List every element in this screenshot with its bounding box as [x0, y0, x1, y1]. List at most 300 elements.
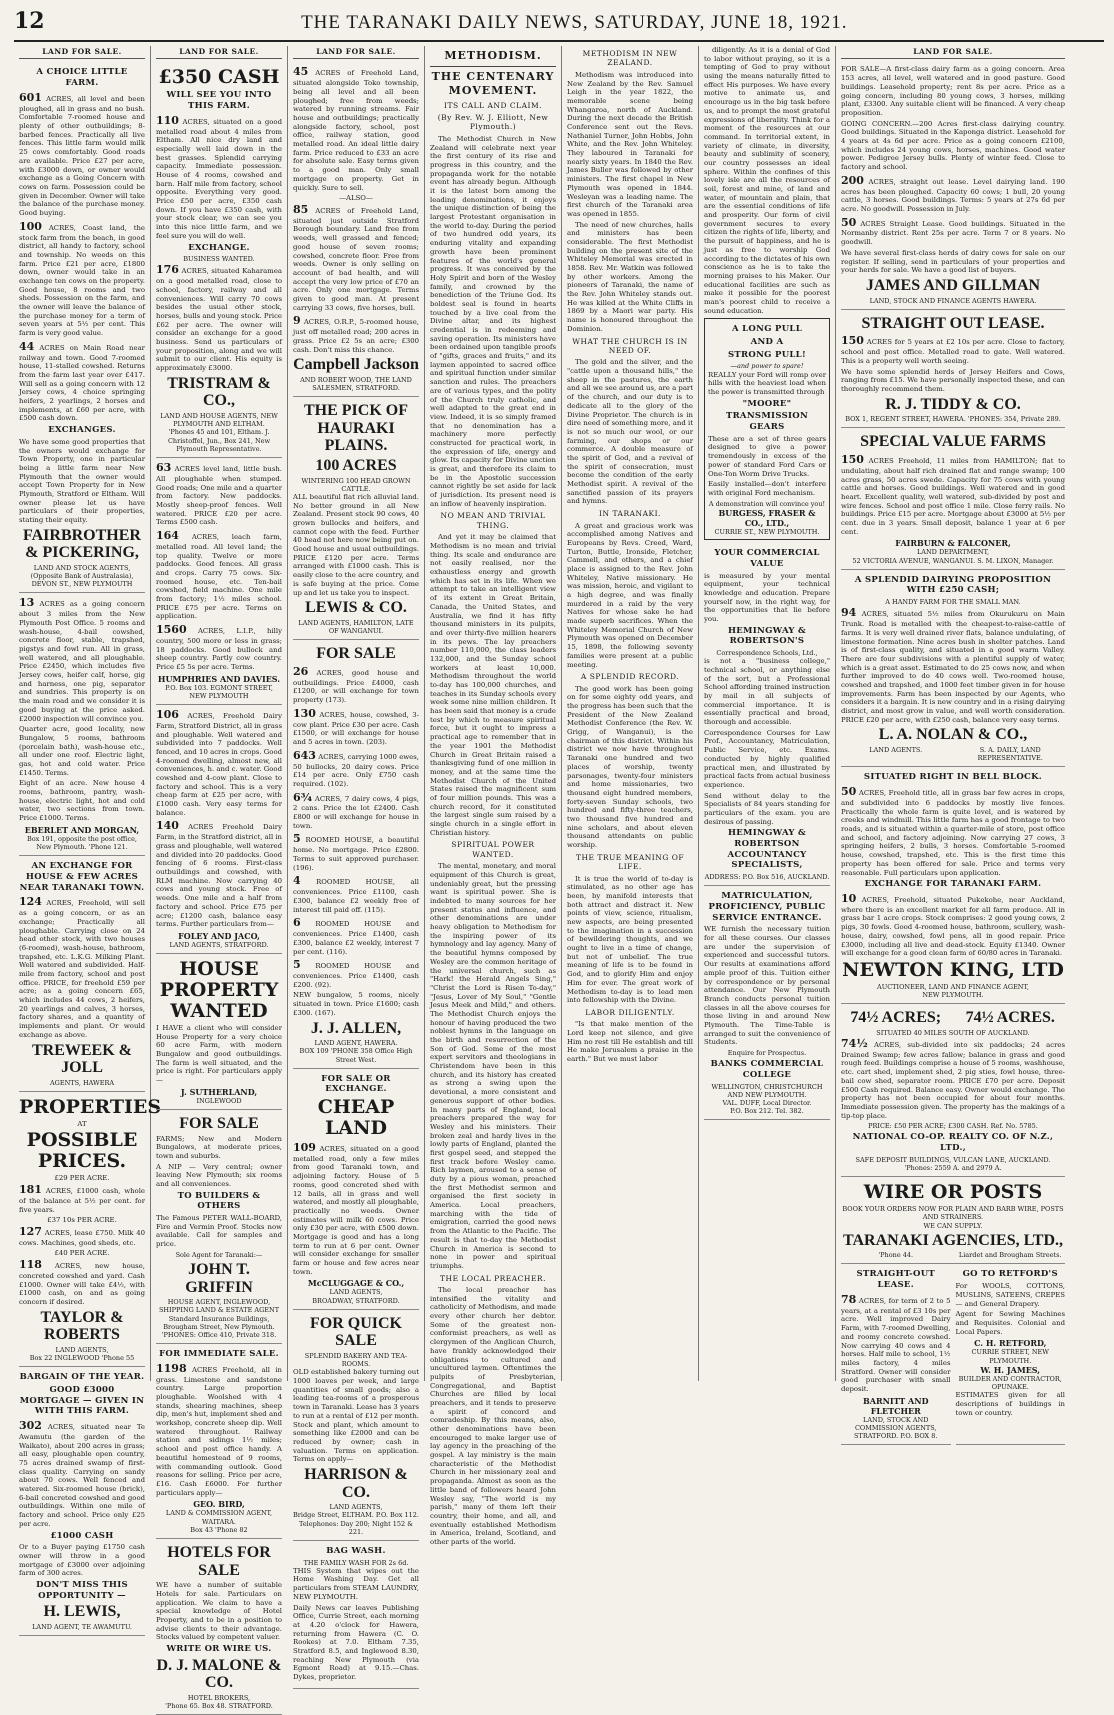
handy-heading: A HANDY FARM FOR THE SMALL MAN. — [885, 598, 1021, 607]
firm-address: ADDRESS: P.O. Box 516, AUCKLAND. — [704, 873, 830, 882]
ad-text: Daily News car leaves Publishing Office, Currie Street, each morning at 4.20 o'clock for Hawera, returning from Hawera (C. O. Rookes) at 7.0. Eltham 7.35, Stratford 8.5, and Inglewood 8.30, reaching New Plymouth (via Egmont Road) at 9.15.—Chas. Dykes, proprietor. — [293, 1603, 419, 1682]
ad-text: FOR SALE—A first-class dairy farm as a going concern. Area 153 acres, all level, well watered and in good pasture. Good buildings. Leasehold property; rent 8s per acre. Price as a going concern, including 80 young cows, 3 horses, milking plant, £3300. Any suitable client will be financed. A very cheap proposition. — [841, 65, 1065, 117]
firm-name: McCLUGGAGE & CO., — [307, 1278, 405, 1289]
acreage: 643 — [293, 748, 316, 762]
acreage: 100 — [19, 219, 42, 233]
ad-text: ACRES for 5 years at £2 10s per acre. Close to factory, school and post office. Metalled road to gate. Well watered. This is a property well worth seeing. — [841, 338, 1065, 365]
firm-name: NEWTON KING, LTD — [842, 958, 1064, 981]
firm-address: STRATFORD. P.O. BOX 8. — [854, 1432, 938, 1441]
wintering: WINTERING 100 HEAD GROWN CATTLE. — [301, 476, 411, 493]
firm-name: JOHN T. GRIFFIN — [185, 1260, 253, 1296]
acreage: 50 — [841, 215, 857, 229]
ad-text: ACRES Freehold, all in grass. Limestone and sandstone country. Large proportion ploughable. Woolshed with 4 stands, shearing machines, sheep dip, men's hut, implement shed and workshop, concrete sheep dip. Well watered throughout. Railway station and sidings 1½ miles; school and post office handy. A beautiful homestead of 9 rooms, with commanding outlook. Good reasons for selling. Price per acre, £16. Cash £6000. For further particulars apply— — [156, 1365, 282, 1497]
ad-text: OLD established bakery turning out 1000 loaves per week, and large quantities of small goods; also a leading tea-rooms of a prosperous town in Taranaki. Lease has 3 years to run at a rental of £12 per month. Stock and plant, which amount to something like £2000 and can be reduced by owner; cash in valuation. Terms on application. Terms on apply— — [293, 1368, 419, 1464]
immediate-heading: FOR IMMEDIATE SALE. — [159, 1349, 279, 1360]
firm-phone: 'Phone 44. — [878, 1251, 914, 1260]
quick-heading: FOR QUICK SALE — [310, 1314, 402, 1350]
pull-line: STRONG PULL! — [727, 349, 806, 360]
firm-name: Campbell Jackson — [293, 356, 419, 374]
column-6 — [699, 46, 836, 1381]
firm-sub: LAND AGENT, TE AWAMUTU. — [32, 1622, 132, 1631]
firm-name: BURGESS, FRASER & CO., LTD., — [718, 507, 816, 528]
ad-humphries — [156, 458, 282, 705]
firm-name: GEO. BIRD, — [193, 1499, 245, 1510]
ad-text: ACRES, good house and outbuildings. Price £4000, cash £1200, or will exchange for town property (173). — [293, 668, 419, 705]
also-label: —ALSO— — [339, 194, 373, 203]
article-paragraph: Methodism was introduced into New Zealand by the Rev. Samuel Leigh in the year 1822, the memorable scene being Whangaroa, north of Auckland. During the next decade the British Conference sent out the Revs. Nathaniel Turner, John Hobbs, John White, and the Rev. John Whiteley. They laboured in Taranaki for nearly sixty years. In 1840 the Rev. James Buller was followed by other ministers. The first chapel in New Plymouth was opened in 1844. Wesleyan was a leading name. The first church of the Taranaki area was opened in 1855. — [567, 70, 693, 218]
firm-name: BANKS COMMERCIAL COLLEGE — [710, 1059, 824, 1080]
house-heading: HOUSE PROPERTY WANTED — [159, 958, 279, 1022]
firm-address: Standard Insurance Buildings, Brougham Street, New Plymouth. 'PHONES: Office 410, Private 318. — [161, 1314, 277, 1339]
acreage: 176 — [156, 263, 179, 277]
article-subheading: LABOR DILIGENTLY. — [585, 1007, 675, 1017]
masthead — [14, 8, 1104, 42]
wash-heading: BAG WASH. — [326, 1545, 386, 1556]
opportunity: DON'T MISS THIS OPPORTUNITY — — [36, 1579, 128, 1601]
firm-sub: WELLINGTON, CHRISTCHURCH AND NEW PLYMOUTH. — [711, 1082, 823, 1099]
firm-name: HARRISON & CO. — [304, 1465, 408, 1501]
firm-sub: LAND & COMMISSION AGENT, WAITARA. — [165, 1509, 273, 1526]
firm-name: L. A. NOLAN & CO., — [878, 726, 1028, 744]
column-5-article — [562, 46, 699, 1381]
firm-sub: LAND AND HOUSE AGENTS, NEW PLYMOUTH AND ELTHAM. — [160, 412, 278, 429]
bargain-sub: GOOD £3000 MORTGAGE — GIVEN IN WITH THIS FARM. — [19, 1384, 145, 1417]
ad-text: We have some splendid herds of Jersey Heifers and Cows, ranging from £15. We have personally inspected these, and can thoroughly recommend them. — [841, 367, 1065, 393]
ad-text: Send without delay to the Specialists of 84 years standing for particulars of the exam. you are desirous of passing. — [704, 791, 830, 826]
column-header: LAND FOR SALE. — [293, 46, 419, 59]
firm-name: D. J. MALONE & CO. — [156, 1656, 282, 1692]
firm-address: Bridge Street, ELTHAM. P.O. Box 112. Telephones: Day 200; Night 152 & 221. — [293, 1511, 419, 1536]
firm-address: P.O. Box 103. EGMONT STREET, NEW PLYMOUTH — [165, 683, 273, 700]
acreage: 118 — [19, 1258, 42, 1272]
acreage: 110 — [156, 113, 179, 127]
ad-title: A CHOICE LITTLE FARM. — [36, 67, 128, 89]
pull-line: AND A — [750, 337, 784, 348]
acreage: 74½ — [841, 1036, 868, 1050]
firm-name: HEMINGWAY & ROBERTSON'S — [727, 625, 807, 647]
cash-sub: WILL SEE YOU INTO THIS FARM. — [166, 90, 272, 112]
properties-heading: PROPERTIES — [19, 1095, 162, 1118]
ad-text: ESTIMATES given for all descriptions of buildings in town or country. — [955, 1391, 1065, 1417]
ad-text: ROOMED HOUSE, all conveniences. Price £1100, cash £300, balance £2 weekly free of interest till paid off. (115). — [293, 878, 419, 914]
firm-address: CURRIE ST., NEW PLYMOUTH. — [714, 527, 820, 536]
article-paragraph: And yet it may be claimed that Methodism is no mean and trivial thing. Its scale and endurance are not easily realised, nor the exhaustless energy and growth which has set in its life. When we attempt to take an intelligent view of its extent in Great Britain, Canada, the United States, and Australia, we find it has fifty thousand ministers in its pulpits, and over thirty-five million hearers in its pews. The lay preachers number 110,000, the class leaders 132,000, and the Sunday school workers at least 10,000. Methodism throughout the world to-day has 100,000 churches, and teaches in its Sunday schools every week some nine million children. It has been said that money is a crude test by which to measure spiritual force, but it ought to impress a practical age to remember that in the year 1901 the Methodist Church in Great Britain raised a thanksgiving fund of one million in money, and at the same time the Methodist Church of the United States raised the magnificent sum of four million pounds. This was a church record, for it constituted the largest single sum raised by a single church in a single effort in Christian history. — [430, 533, 556, 837]
ad-text: ACRES on Main Road near railway and town. Good 7-roomed house, 11-stalled cowshed. Returns from the farm last year over £417. Will sell as a going concern with 12 Jersey cows, 4 choice springing heifers, 2 yearlings, 2 horses and implements, at £60 per acre, with £500 cash down. — [19, 343, 145, 423]
price-line: PRICE: £50 PER ACRE; £300 CASH. Ref. No. 5785. — [868, 1122, 1038, 1131]
moore-heading: "MOORE" — [742, 398, 792, 409]
ad-text: ACRES Freehold Dairy Farm, in the Stratford district, all in grass and ploughable, well watered and divided into 20 paddocks. Good fencing of 6 rooms. First-class outbuildings and cowshed, with RLM machine. Now carrying 40 cows and young stock. Free of weeds. One mile and a half from factory and school. Price £75 per acre; £1200 cash, balance easy terms. Further particulars from— — [156, 823, 282, 929]
firm-name: R. J. TIDDY & CO. — [885, 395, 1021, 413]
ad-text: We have several first-class herds of dairy cows for sale on our register. If selling, send in particulars of your properties and your herds for sale. We have a good list of buyers. — [841, 248, 1065, 275]
firm-name: FAIRBROTHER & PICKERING, — [23, 526, 141, 562]
firm-address: BOX 1, REGENT STREET, HAWERA. 'PHONES: 354, Private 289. — [845, 415, 1061, 424]
ad-bag-wash — [293, 1541, 419, 1689]
ad-text: WE furnish the necessary tuition for all these courses. Our classes are under the supervision of experienced and successful tutors. Our results at examinations afford ample proof of this. Tuition either by correspondence or by personal attendance. Our New Plymouth Branch conducts personal tuition classes in all the above courses for those living in and around New Plymouth. The Time-Table is arranged to suit the convenience of Students. — [704, 925, 830, 1047]
exchange-heading: FOR SALE OR EXCHANGE. — [321, 1073, 391, 1095]
firm-name: H. LEWIS, — [43, 1603, 121, 1621]
cash-heading: £350 CASH — [158, 66, 280, 89]
ad-text: NEW bungalow, 5 rooms, nicely situated in town. Price £1600; cash £300. (167). — [293, 991, 419, 1017]
cheap-heading: CHEAP LAND — [317, 1096, 395, 1139]
firm-address: CURRIE STREET, NEW PLYMOUTH. — [971, 1348, 1049, 1365]
firm-address: 'Phone 65. Box 48. STRATFORD. — [165, 1702, 273, 1711]
article-paragraph: It is true the world of to-day is stimulated, as no other age has been, by manifold interests that both attract and distract it. New points of view, science, ritualism, new aspects, are being presented to the imagination in a succession of bewildering thoughts, and we ought to live in a time of change, but not of unbelief. The true meaning of life is to be found in God, and to glorify Him and enjoy Him for ever. The great work of Methodism to-day is to lead men into fellowship with the Divine. — [567, 874, 693, 1005]
acreage: 10 — [841, 891, 857, 905]
value-heading: YOUR COMMERCIAL VALUE — [714, 548, 820, 569]
quick-sub: SPLENDID BAKERY AND TEA-ROOMS. — [304, 1352, 408, 1369]
ad-nolan — [841, 570, 1065, 768]
firm-sub: LAND AGENTS, — [329, 1503, 383, 1512]
ad-text: ROOMED HOUSE, a beautiful home. No mortgage. Price £2800. Terms to suit approved purchaser. (196). — [293, 836, 419, 872]
acreage: 200 — [841, 173, 864, 187]
firm-name: FAIRBURN & FALCONER, — [895, 538, 1011, 549]
firm-address: (Opposite Bank of Australasia), DEVON ST., NEW PLYMOUTH — [30, 572, 134, 589]
acreage: 181 — [19, 1182, 42, 1196]
acreage: 140 — [156, 819, 179, 833]
ad-text: Eight of an acre. New house 4 rooms, bathroom, pantry, wash-house, electric light, hot and cold water, two sections from town. Price £1000. Terms. — [19, 779, 145, 823]
cash-heading: £1000 CASH — [50, 1530, 114, 1541]
ad-banks — [704, 886, 830, 1120]
enquire: Enquire for Prospectus. — [727, 1049, 807, 1058]
ad-retford — [956, 1264, 1066, 1445]
ad-text: ACRES, Freehold, situated Pukekohe, near Auckland, where there is an excellent market for all farm produce. All in grass bar 1 acre crops. Stock comprises: 2 good young cows, 2 pigs, 30 fowls. Good 4-roomed house, bathroom, scullery, wash-house, dairy, cowshed, fowl pens, all in good repair. Price £3000, including all live and dead-stock. Equity £1340. Owner will exchange for a good clean farm of 60/80 acres in Taranaki. — [841, 895, 1066, 958]
firm-sub: LAND AGENT, HAWERA. — [314, 1039, 398, 1048]
acreage: 9 — [293, 314, 301, 328]
ad-text: FARMS; New and Modern Bungalows, at moderate prices, town and suburbs. — [156, 1134, 282, 1160]
ad-text: ACRES, Coast land, the stock farm from the beach, in good district, all handy to factory, school and township. No weeds on this farm. Price £21 per acre, £1800 down, owner would take in an exchange ten cows on the property. Good house, 8 rooms and two sheds. Possession on the farm, and the owner will leave the balance of the purchase money for a term of seven years at 5½ per cent. This farm is very good value. — [19, 223, 145, 338]
article-subheading: WHAT THE CHURCH IS IN NEED OF. — [572, 336, 688, 355]
ad-text: Correspondence Courses for Law Prof., Accountancy, Matriculation, Public Service, etc. Exams. conducted by highly qualified practical men, and illustrated by practical facts from actual business experience. — [704, 728, 830, 789]
ad-newton-king — [841, 767, 1065, 1004]
ad-text: ACRES, Freehold Dairy Farm, Stratford District, all in grass and ploughable. Well watered and subdivided into 7 paddocks. Well fenced, and 10 acres in crops. Good 4-roomed dwelling, almost new, all conveniences, h. and c. water. Good cowshed and 4-cow plant. Close to factory and school. This is a very cheap farm at £25 per acre, with £1000 cash. Very easy terms for balance. — [156, 712, 282, 817]
column-header: LAND FOR SALE. — [841, 46, 1065, 59]
ad-moore-gears — [704, 318, 830, 540]
ad-text: These are a set of three gears designed to give a power tremendously in excess of the power of standard Ford Cars or One-Ton Worm Drive Trucks. — [708, 434, 826, 478]
acreage: 150 — [841, 334, 864, 348]
firm-name: JAMES AND GILLMAN — [865, 276, 1041, 294]
ad-text: ACRES, situated near Te Awamutu (the garden of the Waikato), about 200 acres in grass; all easy, ploughable open country, 75 acres drained swamp of first-class quality. Carrying on sandy about 70 cows. Well fenced and watered. Six-roomed house (brick), 6-bail concreted cowshed and good outbuildings. Within one mile of factory and school. Price only £25 per acre. — [19, 1423, 145, 1528]
article-subheading: THE LOCAL PREACHER. — [440, 1273, 546, 1283]
firm-name: TARANAKI AGENCIES, LTD., — [842, 1231, 1064, 1249]
firm-name: W. H. JAMES, — [980, 1364, 1041, 1375]
firm-sub: HOUSE AGENT, INGLEWOOD, SHIPPING LAND & ESTATE AGENT — [158, 1298, 280, 1315]
firm-address: BROADWAY, STRATFORD. — [312, 1296, 400, 1305]
firm-sub: BUILDER AND CONTRACTOR, OPUNAKE. — [958, 1374, 1062, 1392]
ad-text: ACRES, Freehold title, all in grass bar few acres in crops, and subdivided into 6 paddocks by mostly live fences. Practically the whole farm is quite level, and is watered by creeks and windmill. This little farm has a good frontage to two roads, and is situated within a quarter-mile of store, post office and school, and factory adjoining. Now carrying 27 cows, 3 springing heifers, 2 bulls, 3 horses. Comfortable 5-roomed house, cowshed, trapshed, etc. This is the first time this property has been offered for sale. Price and terms very reasonable. Full particulars upon application. — [841, 789, 1065, 877]
ad-text: REALLY your Ford will romp over hills with the heaviest load when the power is transmitted through — [708, 370, 826, 396]
retford-heading: GO TO RETFORD'S — [962, 1269, 1058, 1280]
article-subtitle: THE CENTENARY MOVEMENT. — [431, 69, 555, 97]
ad-text: I HAVE a client who will consider House Property for a very choice 60 acre Farm, with modern Bungalow and good outbuildings. The farm is well situated, and the price is right. For particulars apply— — [156, 1023, 282, 1084]
ad-text: ACRES, 7 dairy cows, 4 pigs, 2 cans. Price the lot £2400. Cash £800 or will exchange for house in town. — [293, 794, 419, 830]
special-heading: SPECIAL VALUE FARMS — [860, 433, 1046, 451]
ad-text: ACRES, situated on a good metalled road, only a few miles from good Taranaki town, and adjoining factory. House of 5 rooms, good concreted shed with 12 bails, all in grass and well watered, and mostly all ploughable, practically no weeds. Owner estimates will milk 60 cows. Price only £30 per acre, with £500 down. Mortgage is good and has a long term to run at 6 per cent. Owner will consider exchange for smaller farm or house and few acres near town. — [293, 1144, 419, 1276]
article-paragraph: diligently. As it is a denial of God to labor without praying, so it is a tempting of God to pray without using the means naturally fitted to effect His purposes. We have every motive to animate us, and encourage us in the big task before us, and to prompt the most grateful expressions of liberality. Think for a moment of the resources at our command. In territorial extent, in variety of climate, in diversity, beauty and sublimity of scenery, our country possesses an ideal sphere. Within the confines of this lovely isle are all the resources of soil, forest and mine, of land and water, of mountain and plain, that are the essential conditions of life and prosperity. Our form of civil government secures to every citizen the rights of life, liberty, and the pursuit of happiness, and he is just as free to worship God according to the dictates of his own conscience as he is to take the morning praises to his Maker. Our educational facilities are such as make it possible for the poorest man's poorest child to receive a sound education. — [704, 46, 830, 315]
matric-heading: MATRICULATION, PROFICIENCY, PUBLIC SERVICE ENTRANCE. — [708, 891, 826, 923]
acreage: 1198 — [156, 1361, 187, 1375]
forsale-heading: FOR SALE — [179, 1114, 259, 1132]
firm-address: Liardet and Brougham Streets. — [958, 1251, 1062, 1260]
acreage: 124 — [19, 895, 42, 909]
straight2-heading: STRAIGHT-OUT LEASE. — [856, 1269, 936, 1291]
bargain-heading: BARGAIN OF THE YEAR. — [19, 1372, 145, 1383]
exchange-sub: BUSINESS WANTED. — [183, 255, 255, 264]
acres-heading-right: 74½ ACRES. — [965, 1009, 1055, 1027]
ad-bird — [156, 1344, 282, 1539]
agent-line: Sole Agent for Taranaki:— — [175, 1250, 263, 1259]
acres-sub: SITUATED 40 MILES SOUTH OF AUCKLAND. — [876, 1028, 1030, 1037]
firm-address: S. A. DAILY, LAND REPRESENTATIVE. — [977, 746, 1043, 763]
exchanges-heading: EXCHANGES. — [48, 425, 116, 436]
ad-350-cash — [156, 62, 282, 458]
acreage: 13 — [19, 596, 35, 610]
dairying-heading: A SPLENDID DAIRYING PROPOSITION WITH £250 CASH; — [854, 574, 1052, 596]
firm-sub: AUCTIONEER, LAND AND FINANCE AGENT, — [877, 982, 1029, 991]
article-paragraph: The need of new churches, halls and ministers has been considerable. The first Methodist building on the present site of the Whiteley Memorial was erected in 1858. Rev. Mr. Watkin was followed by other workers. Among the pioneers of Taranaki, the name of the Rev. John Whiteley stands out. He was killed at the White Cliffs in 1869 by a Maori war party. His name is honoured throughout the Dominion. — [567, 220, 693, 333]
ad-text: is not a "business college," technical school, or anything else of the sort, but a Professional School affording trained instruction by mail in all subjects of commercial importance. It is essentially practical and broad, thorough and accessible. — [704, 657, 830, 727]
ad-exchange-house — [19, 856, 145, 1092]
firm-sub: LAND DEPARTMENT, — [916, 548, 990, 557]
ad-eberlet — [19, 593, 145, 856]
acreage: 150 — [841, 452, 864, 466]
article-subheading: NO MEAN AND TRIVIAL THING. — [440, 511, 546, 530]
firm-name: J. J. ALLEN, — [310, 1019, 402, 1037]
firm-sub: LAND, STOCK AND FINANCE AGENTS HAWERA. — [869, 296, 1037, 305]
hotels-heading: HOTELS FOR SALE — [167, 1543, 271, 1579]
acreage: 50 — [841, 785, 857, 799]
forsale-heading: FOR SALE — [316, 645, 396, 663]
ad-text: The Famous PETER WALL-BOARD, Fire and Vermin Proof. Stocks now available. Call for samples and price. — [156, 1214, 282, 1249]
firm-name: C. H. RETFORD, — [974, 1338, 1047, 1349]
acreage: 63 — [156, 460, 172, 474]
exchange-heading: EXCHANGE FOR TARANAKI FARM. — [864, 879, 1042, 890]
ad-text: ACRES, carrying 1000 ewes, 50 bullocks, 20 dairy cows. Price £14 per acre. Only £750 cash required. (102). — [293, 752, 419, 788]
ad-barnitt — [841, 1264, 951, 1445]
ad-hemingway — [704, 543, 830, 886]
bell-heading: SITUATED RIGHT IN BELL BLOCK. — [863, 772, 1043, 783]
rooms: 5 — [293, 832, 301, 846]
article-paragraph: The good work has been going on for some eighty odd years, and the progress has been such that the President of the New Zealand Methodist Conference (the Rev. W. Grigg, of Wanganui), is the chairman of this district. Within his district we now have throughout Taranaki one hundred and two places of worship, twenty parsonages, twenty-four ministers and home missionaries, two thousand eight hundred members, forty-seven Sunday schools, two hundred and fifty-three teachers, two thousand five hundred and nine scholars, and about eleven thousand attendants on public worship. — [567, 684, 693, 849]
firm-sub: LAND AGENTS, HAMILTON, LATE OF WANGANUI. — [298, 618, 414, 636]
firm-address: 'Phones 45 and 101, Eltham. J. Christoffel, Jun., Box 241, New Plymouth Representative. — [167, 428, 271, 453]
exchange-heading: EXCHANGE. — [188, 242, 250, 253]
ad-text: ACRES of Freehold Land, situated just outside Stratford Borough boundary. Land free from weeds, well grassed and fenced; good house of seven rooms; cowshed, concrete floor. Free from weeds. Owner is only selling on account of bad health, and will accept the very low price of £70 an acre. Only one mortgage. Terms given to good man. At present carrying 33 cows, five horses, bull. — [293, 206, 419, 312]
acres-heading: 100 ACRES — [315, 457, 397, 475]
article-sub2: ITS CALL AND CLAIM. — [443, 100, 543, 110]
columns — [14, 46, 1104, 1711]
ad-text: GOING CONCERN.—200 Acres first-class dairying country. Good buildings. Situated in the Kaponga district. Leasehold for 4 years at 4s 6d per acre. Price as a going concern £2100, which includes 24 young cows, horses, machines. Good water power. Pedigree Jersey bulls. Plenty of winter feed. Close to factory and school. — [841, 119, 1065, 171]
wash-sub: THE FAMILY WASH FOR 2s 6d. — [303, 1558, 409, 1567]
article-subheading: METHODISM IN NEW ZEALAND. — [582, 49, 678, 68]
article-subheading: A SPLENDID RECORD. — [580, 672, 680, 682]
acreage: 106 — [156, 708, 179, 722]
acreage: 127 — [19, 1224, 42, 1238]
exchanges-text: We have some good properties that the owners would exchange for Town Property, one in particular being a little farm near New Plymouth that the owner would accept Town Property for in New Plymouth, Stratford or Eltham. Will owner please let us have particulars of their properties, stating their equity. — [19, 437, 145, 524]
column-header: LAND FOR SALE. — [19, 46, 145, 59]
ad-text: ACRES, situated 5½ miles from Okurukuru on Main Trunk. Road is metalled with the cheapest-to-raise-cattle of farms. It is very well drained river flats, balance undulating, of limestone formation. Nine acres bush in shelter patches. Land is of first-class quality, and situated in a good warm Valley. There are four subdivisions with a plentiful supply of water, which is a great asset. Estimated to do 25 cows now, and when further improved to do 40 cows well. Two-roomed house, cowshed and trapshed, and 1000 feet timber given in for house improvements. Farm has been inspected by our Agents, who considers it a bargain. It is new country and in a rising dairying district, and most grow in value, and well worth consideration. PRICE £20 per acre, with £250 cash, balance very easy terms. — [841, 610, 1065, 724]
ad-text: ACRES, leach farm, metalled road. All level land; the top quality. Twelve or more paddocks. Good fences. All grass and crops. Carry 75 cows. Six-roomed house, etc. Ten-bail cowshed, field machine. One mile from factory; 1½ miles school. PRICE £75 per acre. Terms on application. — [156, 532, 282, 621]
firm-name: HUMPHRIES AND DAVIES. — [157, 673, 281, 684]
firm-sub: LAND AND STOCK AGENTS, — [33, 563, 131, 572]
acreage: 164 — [156, 528, 179, 542]
ad-griffin — [156, 1110, 282, 1344]
firm-name: J. SUTHERLAND, — [180, 1086, 258, 1097]
firm-sub: HOTEL BROKERS, — [187, 1693, 251, 1702]
ad-text: ROOMED HOUSE and conveniences. Price £1400, cash £300, balance £2 weekly, interest 7 per cent. (116). — [293, 920, 419, 956]
builders-heading: TO BUILDERS & OTHERS — [177, 1190, 261, 1212]
straight-heading: STRAIGHT OUT LEASE. — [861, 314, 1045, 332]
wire-heading: WIRE OR POSTS — [863, 1181, 1043, 1204]
pull-line: —and power to spare! — [730, 362, 804, 371]
ad-text: ACRES, lease £750. Milk 40 cows. Machines, good sheds, etc. — [19, 1228, 145, 1247]
acreage: 601 — [19, 90, 42, 104]
ad-text: Agent for Sewing Machines and Requisites. Colonial and Local Papers. — [955, 1310, 1065, 1336]
acreage: 85 — [293, 202, 309, 216]
write-wire: WRITE OR WIRE US. — [166, 1643, 272, 1654]
firm-address: Box 191, opposite the post office, New Plymouth. 'Phone 121. — [26, 834, 137, 852]
possible-prices-heading: POSSIBLE PRICES. — [26, 1129, 138, 1173]
newspaper-title: THE TARANAKI DAILY NEWS, SATURDAY, JUNE 18, 1921. — [301, 12, 848, 33]
ad-text: ACRES, £1000 cash, whole of the balance at 5½ per cent. for five years. — [19, 1186, 145, 1214]
firm-sub: INGLEWOOD — [196, 1096, 242, 1105]
ad-text: ACRES, straight out lease. Level dairying land. 190 acres has been ploughed. Capacity 60 cows; 1 bull, 20 young cattle, 3 horses. Good buildings. Terms: 5 years at 27s 6d per acre. No goodwill. Possession in July. — [841, 177, 1065, 213]
price-line: £40 PER ACRE. — [54, 1249, 110, 1258]
acreage: 302 — [19, 1419, 42, 1433]
firm-sub: Correspondence Schools, Ltd., — [716, 649, 818, 658]
firm-name: TRISTRAM & CO., — [167, 374, 271, 410]
wire-sub: BOOK YOUR ORDERS NOW FOR PLAIN AND BARB WIRE, POSTS AND STRAINERS. — [842, 1205, 1064, 1222]
firm-address: Box 43 'Phone 82 — [190, 1525, 248, 1534]
firm-sub: LAND AGENTS, — [329, 1288, 383, 1297]
firm-phone: 'Phones: 2559 A. and 2979 A. — [904, 1164, 1002, 1173]
column-2 — [151, 46, 288, 1711]
firm-name: NATIONAL CO-OP. REALTY CO. OF N.Z., LTD., — [852, 1132, 1054, 1154]
column-1 — [14, 46, 162, 1631]
article-paragraph: The Methodist Church in New Zealand will celebrate next year the first century of its rise and progress in this country, and the propaganda work for the notable event has already begun. Although it is the latest born among the leading denominations, it enjoys the unique distinction of being the largest Protestant organisation in the world to-day. During the period of two hundred odd years, its enduring vitality and expanding growth have been prominent features of the world's general progress. It was conceived by the Holy Spirit and born of the Wesley family, and crowned by the benediction of the Triune God. Its boldest seal is found in hearts touched by a live coal from the Divine altar, and its highest credential is in redeeming and saving operation. Its ministers have been ordained upon tangible proofs of "gifts, graces and fruits," and its laymen appointed to sacred office and spiritual function under similar sanction and rules. The preachers are of various types, and the polity of the Church truly catholic, and well adapted to the great end in view. Indeed, it is so simply framed that no denomination has a machinery more perfectly constructed for practical work, in the expression of life, energy and glow. Its capacity for Divine unction is great, and therefore its claim to be in the Apostolic succession cannot rightly be set aside for lack of jurisdiction. Its present need is an inflow of heavenly inspiration. — [430, 134, 556, 508]
ad-text: ALL beautiful flat rich alluvial land. No better ground in all New Zealand. Present stock 90 cows, 40 grown bullocks and heifers, and cannot cope with the feed. Further 40 head not here now being put on. Good house and usual outbuildings. PRICE £120 per acre. Terms arranged with £1000 cash. This is easily close to the acre country, and is safe buying at the price. Come up and let us take you to inspect. — [293, 492, 419, 597]
ad-taranaki-agencies — [841, 1177, 1065, 1264]
ad-fairburn — [841, 428, 1065, 569]
acreage: 78 — [841, 1292, 857, 1306]
ad-text: ROOMED HOUSE and conveniences. Price £1400, cash £200. (92). — [293, 962, 419, 989]
ad-text: WE have a number of suitable Hotels for sale. Particulars on application. We claim to have a special knowledge of Hotel Property, and to be in a position to advise clients to their advantage. Stocks valued by competent valuer. — [156, 1581, 282, 1642]
firm-sub: SAFE DEPOSIT BUILDINGS, VULCAN LANE, AUCKLAND. — [855, 1155, 1051, 1164]
ad-text: ACRES level land, little bush. All ploughable when stumped. Good roads; One mile and a quarter from factory. New paddocks. Mostly sheep-proof fences. Well watered. PRICE £20 per acre. Terms £500 cash. — [156, 464, 282, 527]
article-paragraph: The gold and the silver, and the "cattle upon a thousand hills," the sheep in the pastures, the earth and all we see around us, are a part of the church, and our duty is to dedicate all to the glory of the Divine Proprietor. The church is in dire need of something more, and it is not so much our wool, or our farming, our shops or our commerce. A double measure of the spirit of God, and a revival of the spirit of consecration, must become the condition of the early Methodist spirit. A revival of the sanctified passion of its prayers and hymns. — [567, 358, 693, 506]
ad-choice-farm — [19, 62, 145, 593]
acreage: 130 — [293, 706, 316, 720]
ad-text: ACRES, sub-divided into six paddocks; 24 acres Drained Swamp; few acres fallow; balance in grass and good rough feed. Buildings comprise a house of 5 rooms, washhouse, etc. cart shed, implement shed, 2 pig sties, fowl house, three-bail cow shed, separator room. PRICE £70 per acre. Deposit £500 Cash required. Balance easy. Owner would exchange. The property has not been occupied for about four months. Immediate possession given. The property has the makings of a tip-top place. — [841, 1040, 1065, 1120]
ad-national-coop — [841, 1004, 1065, 1177]
ad-text: ACRES, house, cowshed, 3-cow plant. Price £30 per acre. Cash £1500, or will exchange for house and 5 acres in town. (203). — [293, 710, 419, 746]
firm-address: NEW PLYMOUTH. — [922, 990, 984, 999]
ad-text: For WOOLS, COTTONS, MUSLINS, SATEENS, CREPES — and General Drapery. — [955, 1282, 1065, 1308]
article-paragraph: A great and gracious work was accomplished among Natives and Europeans by Revs. Creed, Ward, Turton, Buttle, Ironside, Fletcher, Cammell, and others, and a chief place is assigned to the Rev. John Whiteley, Native missionary. He was mission, heroic, and vigilant to a high degree, and was finally murdered in a raid by the very Natives for whose sake he had made superb sacrifices. When the Whiteley Memorial Church of New Plymouth was opened on December 15, 1898, the following seventy families were present at a public meeting. — [567, 521, 693, 669]
firm-address: 52 VICTORIA AVENUE, WANGANUI. S. M. LIXON, Manager. — [852, 556, 1054, 565]
article-byline: (By Rev. W. J. Elliott, New Plymouth.) — [437, 113, 549, 132]
firm-sub: LAND AGENTS, STRATFORD. — [169, 940, 269, 949]
price-line: £37 10s PER ACRE. — [47, 1216, 117, 1225]
ad-text: ACRES, Freehold, will sell as a going concern, or as an exchange; Practically all ploughable. Carrying close on 24 head other stock, with two houses (6-roomed), wash-house, bathroom, trapshed, etc. L.K.G. Milking Plant. Well watered and subdivided. Half-mile from factory, school and post office. PRICE, for freehold £59 per acre; as a going concern £65, which includes 44 cows, 2 heifers, 20 yearlings and calves, 3 horses, factory shares, and a quantity of implements and plant. Or would exchange as above. — [19, 899, 145, 1039]
ad-bargain — [19, 1367, 145, 1636]
ad-text: ACRES as a going concern about 3 miles from the New Plymouth Post Office. 5 rooms and wash-house, 4-bail cowshed, concrete floor, stable, trapshed, pigstys and fowl run. All in grass, well watered, and all ploughable. Price £2450, which includes five Jersey cows, heifer calf, horse, gig and harness, one pig, separator and sundries. This property is on the main road and we consider it is good buying at the price asked. £2000 inspection will convince you. — [19, 600, 145, 723]
ad-house-wanted — [156, 954, 282, 1110]
rooms: 6 — [293, 916, 301, 930]
article-subheading: SPIRITUAL POWER WANTED. — [451, 840, 535, 859]
ad-text: A NIP — Very central; owner leaving New Plymouth; six rooms and all conveniences. — [156, 1162, 282, 1188]
acreage: 26 — [293, 664, 309, 678]
firm-sub: LAND, STOCK AND COMMISSION AGENTS, — [854, 1415, 937, 1432]
firm-name: BARNITT AND FLETCHER — [862, 1395, 929, 1416]
demo-line: A demonstration will convince you! — [708, 499, 826, 508]
ad-text: ACRES, L.I.P., hilly country, 500 more or less in grass; 18 paddocks. Good bullock and sheep country. Partly cow country. Price £5 5s per acre. Terms. — [156, 627, 282, 671]
acreage: 94 — [841, 606, 857, 620]
page-number: 12 — [14, 8, 45, 34]
firm-address: P.O. Box 212. Tel. 382. — [730, 1107, 804, 1116]
firm-name: EBERLET AND MORGAN, — [24, 824, 140, 835]
firm-address: Box 22 INGLEWOOD 'Phone 55 — [29, 1354, 135, 1363]
ad-text: Quarter acre, good locality, new Bungalow, 5 rooms, bathroom (porcelain bath), wash-house etc., all under one roof. Electric light, gas, hot and cold water. Price £1450. Terms. — [19, 725, 145, 777]
ad-possible-prices — [19, 1092, 162, 1367]
column-4-article — [425, 46, 562, 1546]
ad-text: Or to a Buyer paying £1750 cash owner will throw in a good mortgage of £3000 over adjoining farm of 300 acres. — [19, 1543, 145, 1578]
ad-text: ACRES of Freehold Land, situated alongside Toko township, being all level and all been ploughed; free from weeds; watered by running streams. Fair house and outbuildings; practically alongside factory, school, post office, railway station, good metalled road. An ideal little dairy farm. Price reduced to £33 an acre for absolute sale. Easy terms given to a good man. Only small mortgage on property. Get in quickly. Sure to sell. — [293, 69, 419, 192]
rooms: 4 — [293, 874, 301, 888]
article-subheading: THE TRUE MEANING OF LIFE. — [575, 852, 685, 872]
ad-foley — [156, 705, 282, 954]
gears-heading: TRANSMISSION GEARS — [725, 411, 809, 433]
acreage: 1560 — [156, 623, 187, 636]
bottom-ads — [841, 1264, 1065, 1445]
article-paragraph: The mental, monetary, and moral equipment of this Church is great, undeniably great, but the pressing want is spiritual power. She is indebted to many sources for her present status and influence, and other denominations are under heavy obligation to Methodism for the inspiring power of its hymnology and lay agency. Many of the beautiful hymns composed by Wesley are the common heritage of the universal church, such as "Hark! the Herald Angels Sing," "Christ the Lord is Risen To-day," "Jesus, Lover of My Soul," "Gentle Jesus Meek and Mild," and others. The Methodist Church enjoys the honour of having produced the two noblest hymns in the language on the birth and resurrection of the Son of God. Some of the most expert servitors and theologians in Christendom have been in this church, and its history has created as strong a swing upon the devotional, a more consistent and generous support of other bodies. In many parts of England, local preachers prepared the way for Wesley and his ministers. Their broken zeal and hardy lives in the lowly parts of England, planted the first gospel seed, and stepped the first track before Wesley came. Rich laymen, aroused to a sense of duty by a pious woman, preached the first Methodist sermon and organised the first society in America. Local preachers, marching with the tide of emigration, carried the good news from the Atlantic to the Pacific. The result is that to-day the Methodist Church in America is second to none in power and spiritual triumphs. — [430, 862, 556, 1270]
column-header: LAND FOR SALE. — [156, 46, 282, 59]
acres-heading-left: 74½ ACRES; — [850, 1009, 942, 1027]
firm-name: TAYLOR & ROBERTS — [40, 1308, 124, 1344]
ad-title: AN EXCHANGE FOR HOUSE & FEW ACRES NEAR TARANAKI TOWN. — [19, 861, 145, 893]
wire-supply: WE CAN SUPPLY. — [923, 1221, 983, 1230]
ad-text: ACRES, O.R.P., 5-roomed house, just off metalled road; 200 acres in grass. Price £2 5s an acre; £300 cash. Don't miss this chance. — [293, 318, 419, 354]
ad-text: ACRES, all level and been ploughed, all in grass and no bush. Comfortable 7-roomed house and plenty of other outbuildings; 8-barbed fences. Practically all live fences. This little farm would milk 25 cows comfortably. Good roads are available. Price £27 per acre, with £3000 down, or owner would exchange as a Going Concern with cows on farm. Possession could be given in December. Owner will take the balance of the purchase money. Good buying. — [19, 94, 145, 217]
rooms: 5 — [293, 958, 301, 972]
ad-text: ACRES Straight Lease. Good buildings. Situated in the Normanby district. Rent 25s per acre. Term 7 or 8 years. No goodwill. — [841, 219, 1065, 247]
firm-name: LEWIS & CO. — [305, 599, 407, 617]
article-paragraph: The local preacher has intensified the vitality and catholicity of Methodism, and made every other church her debtor. Some of the greatest non-conformist preachers, as well as clergymen of the Anglican Church, have frankly acknowledged their obligations to cultured and uncultured laymen. Oftentimes the pulpits of Presbyterian, Congregational, and Baptist Churches are filled by local preachers, and it tends to preserve a spirit of concord and comradeship. By this means, also, other denominations have been encouraged to make larger use of lay agency in the preaching of the gospel. A lay ministry is the main characteristic of the Methodist Church in her missionary zeal and propaganda. Almost as soon as the little band of followers heard John Wesley say, "The world is my parish," many of them left their country, their home, and all, and eventually established Methodism in America, Ireland, Scotland, and other parts of the world. — [430, 1286, 556, 1546]
firm-sub: AGENTS, HAWERA — [49, 1078, 115, 1087]
ad-text: ACRES, new house, concreted cowshed and yard. Cash £1000. Owner will take £4½, with £1000 cash, on and as going concern if desired. — [19, 1262, 145, 1307]
ad-quick-sale — [293, 1310, 419, 1541]
article-subheading: IN TARANAKI. — [599, 509, 661, 519]
ad-text: is measured by your mental equipment, your technical knowledge and education. Prepare yourself now, in the right way, for the opportunities that lie before you. — [704, 571, 830, 623]
price-line: £29 PER ACRE. — [54, 1174, 110, 1183]
ad-text: Easily installed—don't interfere with original Ford mechanism. — [708, 480, 826, 497]
pick-heading: THE PICK OF HAURAKI PLAINS. — [303, 402, 408, 455]
firm-name: TREWEEK & JOLL — [31, 1041, 132, 1077]
firm-name: FOLEY AND JACO, — [178, 930, 260, 941]
ad-text: ACRES Freehold, 11 miles from HAMILTON; flat to undulating, about half rich drained flat and range swamp; 100 acres grass, 50 acres swede. Capacity for 75 cows with young cattle and horses. Good buildings. Well watered and in good heart. Excellent quality, well watered, sub-divided by post and wire fences. School and post office 1 mile. Close ferry rails. No buildings. Price £15 per acre. Mortgage about £3000 at 5½ per cent. due in 3 years. Small deposit, balance 1 year at 6 per cent. — [841, 456, 1065, 536]
firm-sig: VAL. DUFF, Local Director. — [722, 1099, 812, 1108]
firm-name: HEMINGWAY & ROBERTSON ACCOUNTANCY SPECIALISTS, — [727, 828, 807, 871]
article-title: METHODISM. — [444, 49, 542, 62]
firm-sub: AND ROBERT WOOD, THE LAND SALESMEN, STRATFORD. — [300, 375, 412, 393]
pull-line: A LONG PULL — [732, 324, 802, 335]
ad-text: ACRES, situated Kaharamea on a good metalled road, close to school, factory, railway and all conveniences. Will carry 70 cows besides the usual other stock, horses, bulls and young stock. Price £62 per acre. The owner will consider an exchange for a good business. Send us particulars of your proposition, along and we will submit to our client. His equity is approximately £3000. — [156, 267, 282, 373]
ad-hauraki — [293, 397, 419, 640]
firm-address: BOX 109 'PHONE 358 Office High Street West. — [299, 1047, 413, 1064]
ad-text: THIS System that wipes out the Home Washing Day. Get all particulars from STEAM LAUNDRY, NEW PLYMOUTH. — [293, 1566, 419, 1601]
firm-sub: LAND AGENTS. — [869, 746, 923, 755]
ad-cheap-land — [293, 1069, 419, 1310]
ad-text: ACRES, situated on a good metalled road about 4 miles from Eltham. All nice dry land and especially well laid down in the best grasses. Splendid carrying capacity. Immediate possession. House of 4 rooms, cowshed and barn. Half mile from factory, school opposite. Everything very good. Price £50 per acre, £350 cash down. If you have £350 cash, with your stock clear, we can see you into this nice little farm, and we feel sure you will do well. — [156, 117, 282, 240]
